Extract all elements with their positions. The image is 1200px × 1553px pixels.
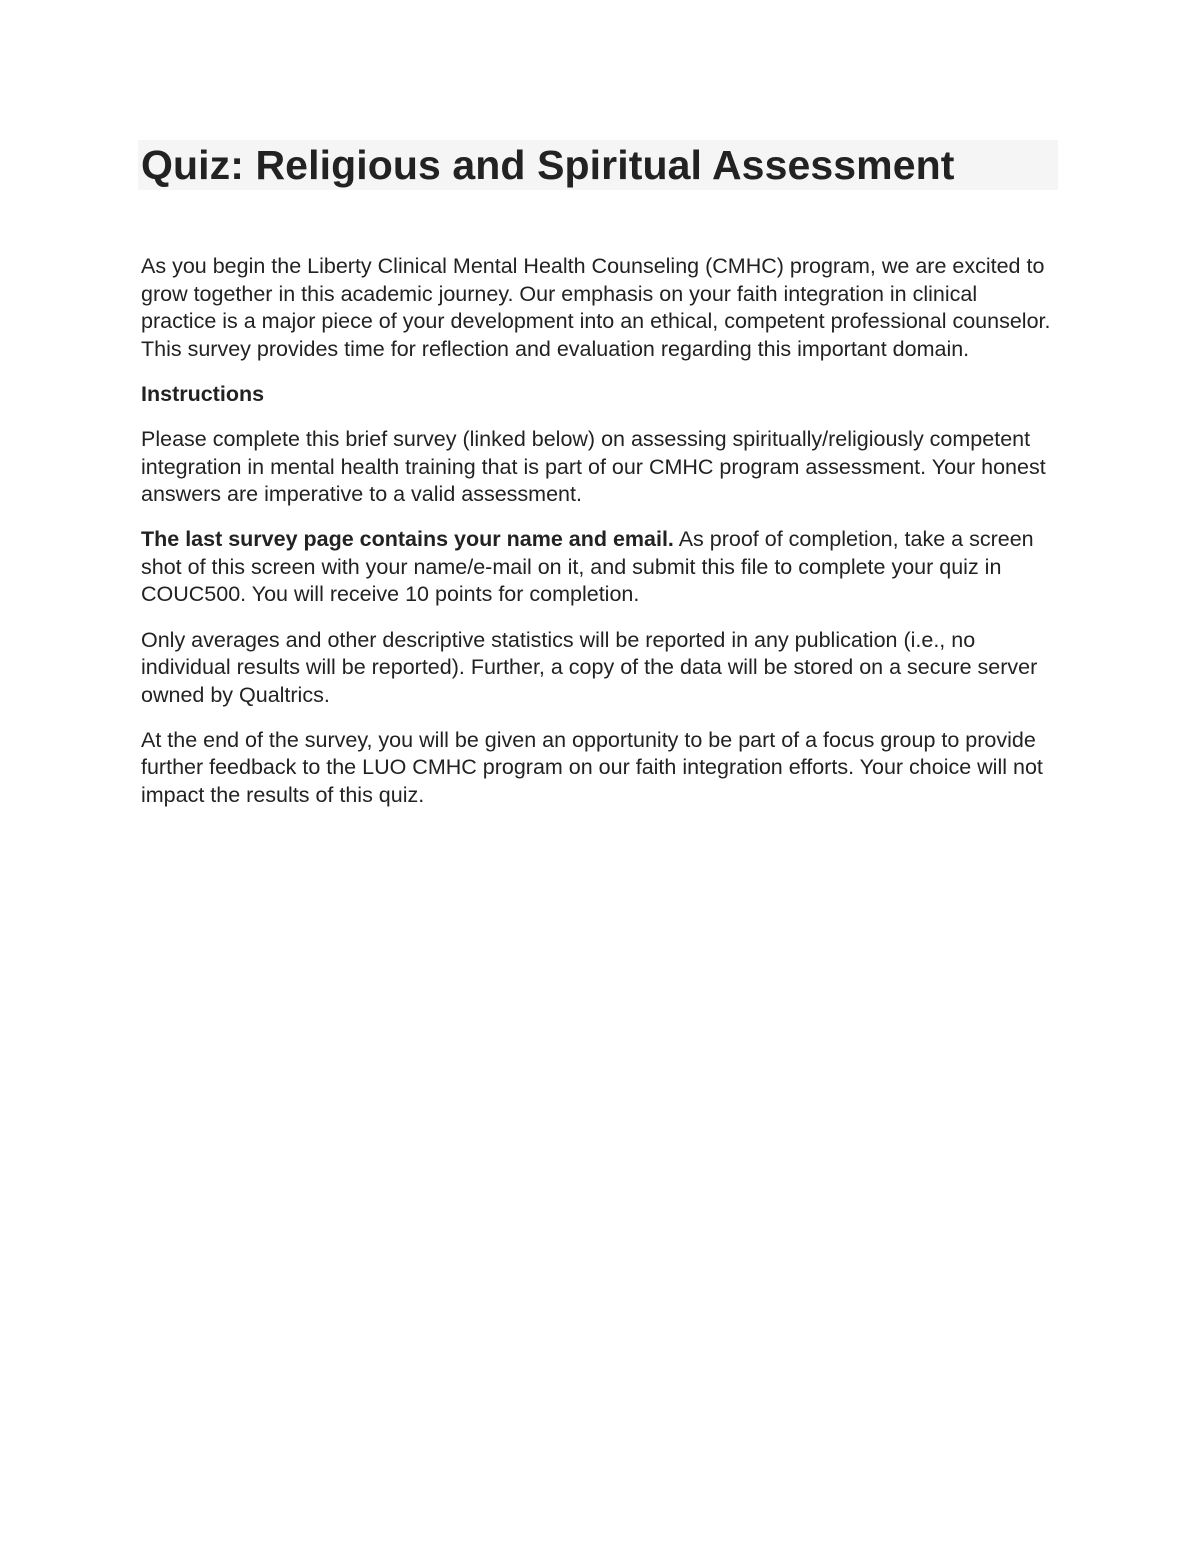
proof-bold-text: The last survey page contains your name and email. xyxy=(141,527,674,552)
document-body xyxy=(141,253,1056,827)
proof-paragraph xyxy=(141,526,1056,609)
survey-paragraph: Please complete this brief survey (linked below) on assessing spiritually/religiously competent integration in mental health training that is part of our CMHC program assessment. Your honest answers are imperative to a valid assessment. xyxy=(141,426,1046,507)
intro-paragraph: As you begin the Liberty Clinical Mental Health Counseling (CMHC) program, we are excited to grow together in this academic journey. Our emphasis on your faith integration in clinical practice is a major piece of your development into an ethical, competent professional counselor. This survey provides time for reflection and evaluation regarding this important domain. xyxy=(141,254,1051,361)
focus-group-paragraph: At the end of the survey, you will be given an opportunity to be part of a focus group to provide further feedback to the LUO CMHC program on our faith integration efforts. Your choice will not impact the results of this quiz. xyxy=(141,727,1043,807)
privacy-paragraph: Only averages and other descriptive statistics will be reported in any publication (i.e., no individual results will be reported). Further, a copy of the data will be stored on a secure server owned by Qualtrics. xyxy=(141,627,1038,707)
proof-rest-text: As proof of completion, take a screen shot of this screen with your name/e-mail on it, and submit this file to complete your quiz in COUC500. You will receive 10 points for completion. xyxy=(141,527,1034,607)
instructions-heading: Instructions xyxy=(141,381,265,406)
page-title: Quiz: Religious and Spiritual Assessment xyxy=(141,142,955,188)
